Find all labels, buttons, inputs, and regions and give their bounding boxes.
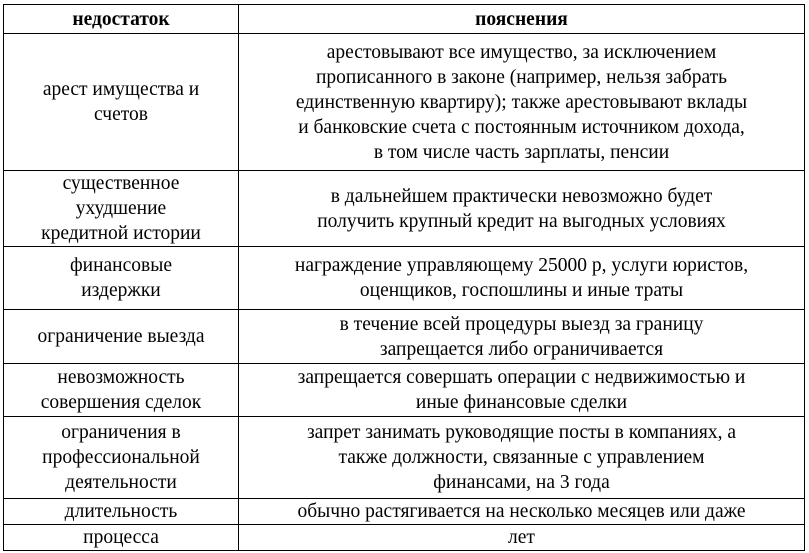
explanation-cell: в течение всей процедуры выезд за границу запрещается либо ограничивается [239,310,805,364]
disadvantage-cell: длительность [4,499,239,525]
disadvantage-cell: ограничение выезда [4,310,239,364]
table-row [4,247,805,310]
explanation-cell: запрет занимать руководящие посты в компаниях, а также должности, связанные с управлением финансами, на 3 года [239,417,805,499]
disadvantage-cell: процесса [4,525,239,551]
disadvantage-cell: финансовые издержки [4,247,239,310]
explanation-cell: лет [239,525,805,551]
header-disadvantage: недостаток [4,5,239,34]
disadvantage-cell: невозможность совершения сделок [4,364,239,417]
table-row [4,525,805,551]
header-explanation: пояснения [239,5,805,34]
disadvantage-cell: существенное ухудшение кредитной истории [4,171,239,247]
explanation-cell: обычно растягивается на несколько месяцев или даже [239,499,805,525]
table-row [4,417,805,499]
table-row [4,364,805,417]
table-row [4,34,805,171]
table-header-row [4,5,805,34]
explanation-cell: арестовывают все имущество, за исключением прописанного в законе (например, нельзя забрать единственную квартиру); также арестовывают вклады и банковские счета с постоянным источником дохода, в том числе часть зарплаты, пенсии [239,34,805,171]
disadvantage-cell: ограничения в профессиональной деятельности [4,417,239,499]
disadvantage-cell: арест имущества и счетов [4,34,239,171]
table-row [4,171,805,247]
table-row [4,310,805,364]
explanation-cell: в дальнейшем практически невозможно будет получить крупный кредит на выгодных условиях [239,171,805,247]
table-row [4,499,805,525]
explanation-cell: награждение управляющему 25000 р, услуги юристов, оценщиков, госпошлины и иные траты [239,247,805,310]
disadvantages-table [3,4,805,551]
explanation-cell: запрещается совершать операции с недвижимостью и иные финансовые сделки [239,364,805,417]
